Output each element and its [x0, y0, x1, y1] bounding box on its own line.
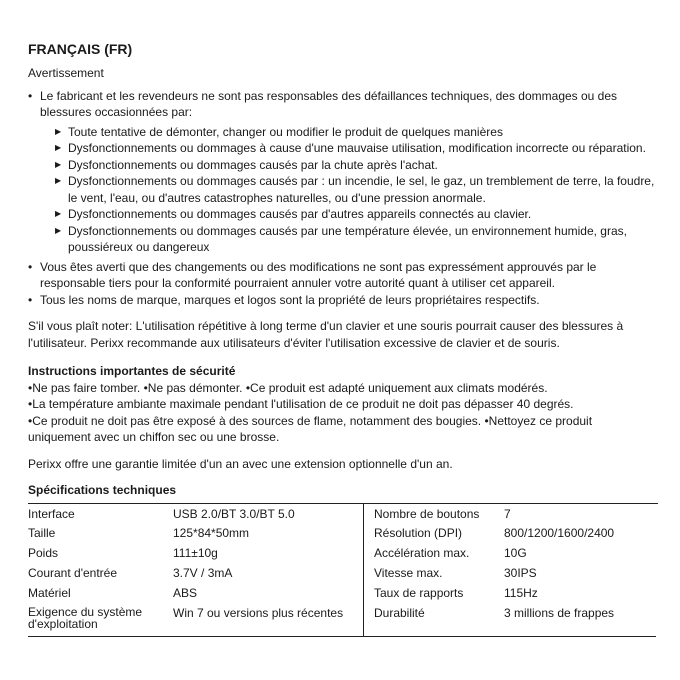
triangle-bullet-icon: ▶: [55, 176, 62, 185]
specs-heading: Spécifications techniques: [28, 483, 177, 497]
table-row: Taille 125*84*50mm Résolution (DPI) 800/1200/1600/2400: [28, 526, 656, 546]
bullet-liability: [28, 88, 658, 256]
bullet-liability-text: Le fabricant et les revendeurs ne sont pas responsables des défaillances techniques, des dommages ou des blessures occasionnées par:: [40, 88, 618, 119]
triangle-bullet-icon: ▶: [55, 143, 62, 152]
bullet-dot: •: [28, 259, 33, 274]
list-item: ▶ Dysfonctionnements ou dommages causés par une température élevée, un environnement humide, gras, poussiéreux ou dangereux: [55, 223, 627, 254]
list-item: ▶ Dysfonctionnements ou dommages causés par d'autres appareils connectés au clavier.: [55, 207, 532, 221]
table-row: Exigence du système d'exploitation Win 7 ou versions plus récentes Durabilité 3 millions de frappes: [28, 606, 656, 636]
page-title: FRANÇAIS (FR): [28, 41, 133, 57]
bullet-modifications: [28, 259, 658, 292]
liability-list: [40, 124, 658, 256]
triangle-bullet-icon: ▶: [55, 225, 62, 235]
triangle-bullet-icon: ▶: [55, 209, 62, 218]
specs-table: [28, 504, 656, 636]
document-page: [28, 40, 658, 637]
table-row: Poids 111±10g Accélération max. 10G: [28, 546, 656, 566]
warranty-text: Perixx offre une garantie limitée d'un an avec une extension optionnelle d'un an.: [28, 456, 453, 471]
specs-bottom-rule: [28, 636, 656, 637]
table-row: Interface USB 2.0/BT 3.0/BT 5.0 Nombre de boutons 7: [28, 504, 656, 526]
bullet-dot: •: [28, 88, 33, 103]
table-row: Courant d'entrée 3.7V / 3mA Vitesse max. 30IPS: [28, 566, 656, 586]
bullet-dot: •: [28, 292, 33, 307]
list-item: ▶ Dysfonctionnements ou dommages à cause d'une mauvaise utilisation, modification incorrecte ou réparation.: [55, 141, 646, 155]
list-item: ▶ Dysfonctionnements ou dommages causés par : un incendie, le sel, le gaz, un tremblement de terre, la foudre, le vent, l'eau, ou d'autres catastrophes naturelles, ou d'une pression anormale.: [55, 174, 655, 205]
list-item: ▶ Toute tentative de démonter, changer ou modifier le produit de quelques manières: [55, 124, 503, 139]
bullet-trademarks-text: Tous les noms de marque, marques et logos sont la propriété de leurs propriétaires respectifs.: [40, 292, 540, 307]
safety-line-3: •Ce produit ne doit pas être exposé à des sources de flame, notamment des bougies. •Nettoyez ce produit uniquement avec un chiffon sec ou une brosse.: [28, 413, 593, 444]
list-item: ▶ Dysfonctionnements ou dommages causés par la chute après l'achat.: [55, 157, 438, 172]
table-row: Matériel ABS Taux de rapports 115Hz: [28, 586, 656, 606]
bullet-trademarks: [28, 292, 658, 309]
safety-line-1: •Ne pas faire tomber. •Ne pas démonter. •Ce produit est adapté uniquement aux climats modérés.: [28, 380, 548, 395]
usage-note: S'il vous plaît noter: L'utilisation répétitive à long terme d'un clavier et une souris pourrait causer des blessures à l'utilisateur. Perixx recommande aux utilisateurs d'éviter l'utilisation excessive de clavier et de souris.: [28, 319, 624, 350]
triangle-bullet-icon: ▶: [55, 159, 62, 169]
safety-line-2: •La température ambiante maximale pendant l'utilisation de ce produit ne doit pas dépasser 40 degrés.: [28, 397, 574, 411]
triangle-bullet-icon: ▶: [55, 126, 62, 136]
safety-heading: Instructions importantes de sécurité: [28, 364, 236, 378]
warning-label: Avertissement: [28, 66, 104, 80]
bullet-modifications-text: Vous êtes averti que des changements ou des modifications ne sont pas expressément approuvés par le responsable tiers pour la conformité pourraient annuler votre autorité quant à utiliser cet appareil.: [40, 259, 597, 290]
